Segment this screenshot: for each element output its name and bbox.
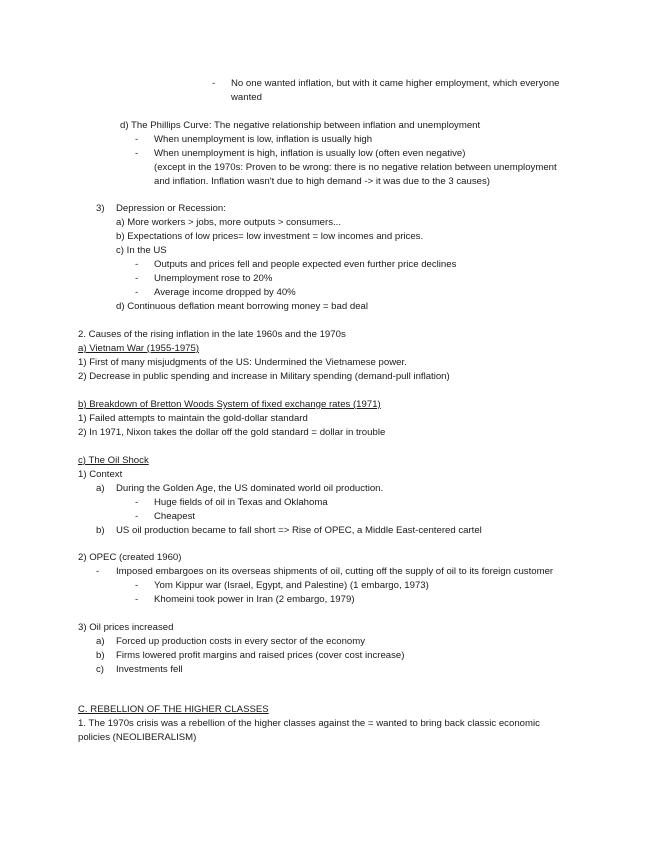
text-line: Huge fields of oil in Texas and Oklahoma	[154, 497, 328, 508]
bullet-dash: -	[135, 273, 139, 284]
text-line: US oil production became to fall short => Rise of OPEC, a Middle East-centered cartel	[116, 525, 482, 536]
text-line: wanted	[231, 92, 262, 103]
text-line: 3) Oil prices increased	[78, 622, 174, 633]
text-line: d) The Phillips Curve: The negative relationship between inflation and unemployment	[120, 120, 481, 131]
text-line: 1) Failed attempts to maintain the gold-dollar standard	[78, 413, 308, 424]
text-line: Investments fell	[116, 664, 183, 675]
text-line: Unemployment rose to 20%	[154, 273, 273, 284]
text-line: policies (NEOLIBERALISM)	[78, 732, 197, 743]
text-line: 1) First of many misjudgments of the US: Undermined the Vietnamese power.	[78, 357, 407, 368]
subsection-heading: a) Vietnam War (1955-1975)	[78, 343, 200, 354]
bullet-dash: -	[135, 259, 139, 270]
bullet-dash: -	[212, 78, 216, 89]
text-line: (except in the 1970s: Proven to be wrong: there is no negative relation between unemployment	[154, 162, 557, 173]
subsection-heading: b) Breakdown of Bretton Woods System of fixed exchange rates (1971)	[78, 399, 381, 410]
bullet-dash: -	[135, 287, 139, 298]
text-line: and inflation. Inflation wasn't due to high demand -> it was due to the 3 causes)	[154, 176, 490, 187]
text-line: Yom Kippur war (Israel, Egypt, and Palestine) (1 embargo, 1973)	[154, 580, 429, 591]
text-line: Cheapest	[154, 511, 196, 522]
subsection-heading: c) The Oil Shock	[78, 455, 149, 466]
text-line: Khomeini took power in Iran (2 embargo, 1979)	[154, 594, 355, 605]
section-heading: 2. Causes of the rising inflation in the late 1960s and the 1970s	[78, 329, 346, 340]
bullet-dash: -	[135, 511, 139, 522]
text-line: 2) In 1971, Nixon takes the dollar off the gold standard = dollar in trouble	[78, 427, 386, 438]
text-line: During the Golden Age, the US dominated world oil production.	[116, 483, 384, 494]
text-line: Firms lowered profit margins and raised prices (cover cost increase)	[116, 650, 405, 661]
text-line: 1) Context	[78, 469, 123, 480]
list-letter: b)	[96, 650, 105, 661]
bullet-dash: -	[135, 497, 139, 508]
bullet-dash: -	[135, 580, 139, 591]
text-line: Forced up production costs in every sector of the economy	[116, 636, 366, 647]
list-number: 3)	[96, 203, 105, 214]
list-letter: a)	[96, 636, 105, 647]
text-line: d) Continuous deflation meant borrowing money = bad deal	[116, 301, 368, 312]
text-line: No one wanted inflation, but with it came higher employment, which everyone	[231, 78, 560, 89]
text-line: Depression or Recession:	[116, 203, 226, 214]
text-line: 2) Decrease in public spending and increase in Military spending (demand-pull inflation)	[78, 371, 450, 382]
text-line: When unemployment is high, inflation is usually low (often even negative)	[154, 148, 466, 159]
text-line: Imposed embargoes on its overseas shipments of oil, cutting off the supply of oil to its foreign customer	[116, 566, 554, 577]
text-line: Average income dropped by 40%	[154, 287, 296, 298]
text-line: b) Expectations of low prices= low investment = low incomes and prices.	[116, 231, 424, 242]
list-letter: c)	[96, 664, 104, 675]
text-line: 1. The 1970s crisis was a rebellion of the higher classes against the = wanted to bring back classic economic	[78, 718, 540, 729]
text-line: When unemployment is low, inflation is usually high	[154, 134, 373, 145]
bullet-dash: -	[135, 134, 139, 145]
section-heading: C. REBELLION OF THE HIGHER CLASSES	[78, 704, 269, 715]
list-letter: a)	[96, 483, 105, 494]
bullet-dash: -	[135, 148, 139, 159]
bullet-dash: -	[96, 566, 100, 577]
text-line: a) More workers > jobs, more outputs > consumers...	[116, 217, 342, 228]
text-line: Outputs and prices fell and people expected even further price declines	[154, 259, 457, 270]
list-letter: b)	[96, 525, 105, 536]
text-line: c) In the US	[116, 245, 167, 256]
text-line: 2) OPEC (created 1960)	[78, 552, 182, 563]
bullet-dash: -	[135, 594, 139, 605]
